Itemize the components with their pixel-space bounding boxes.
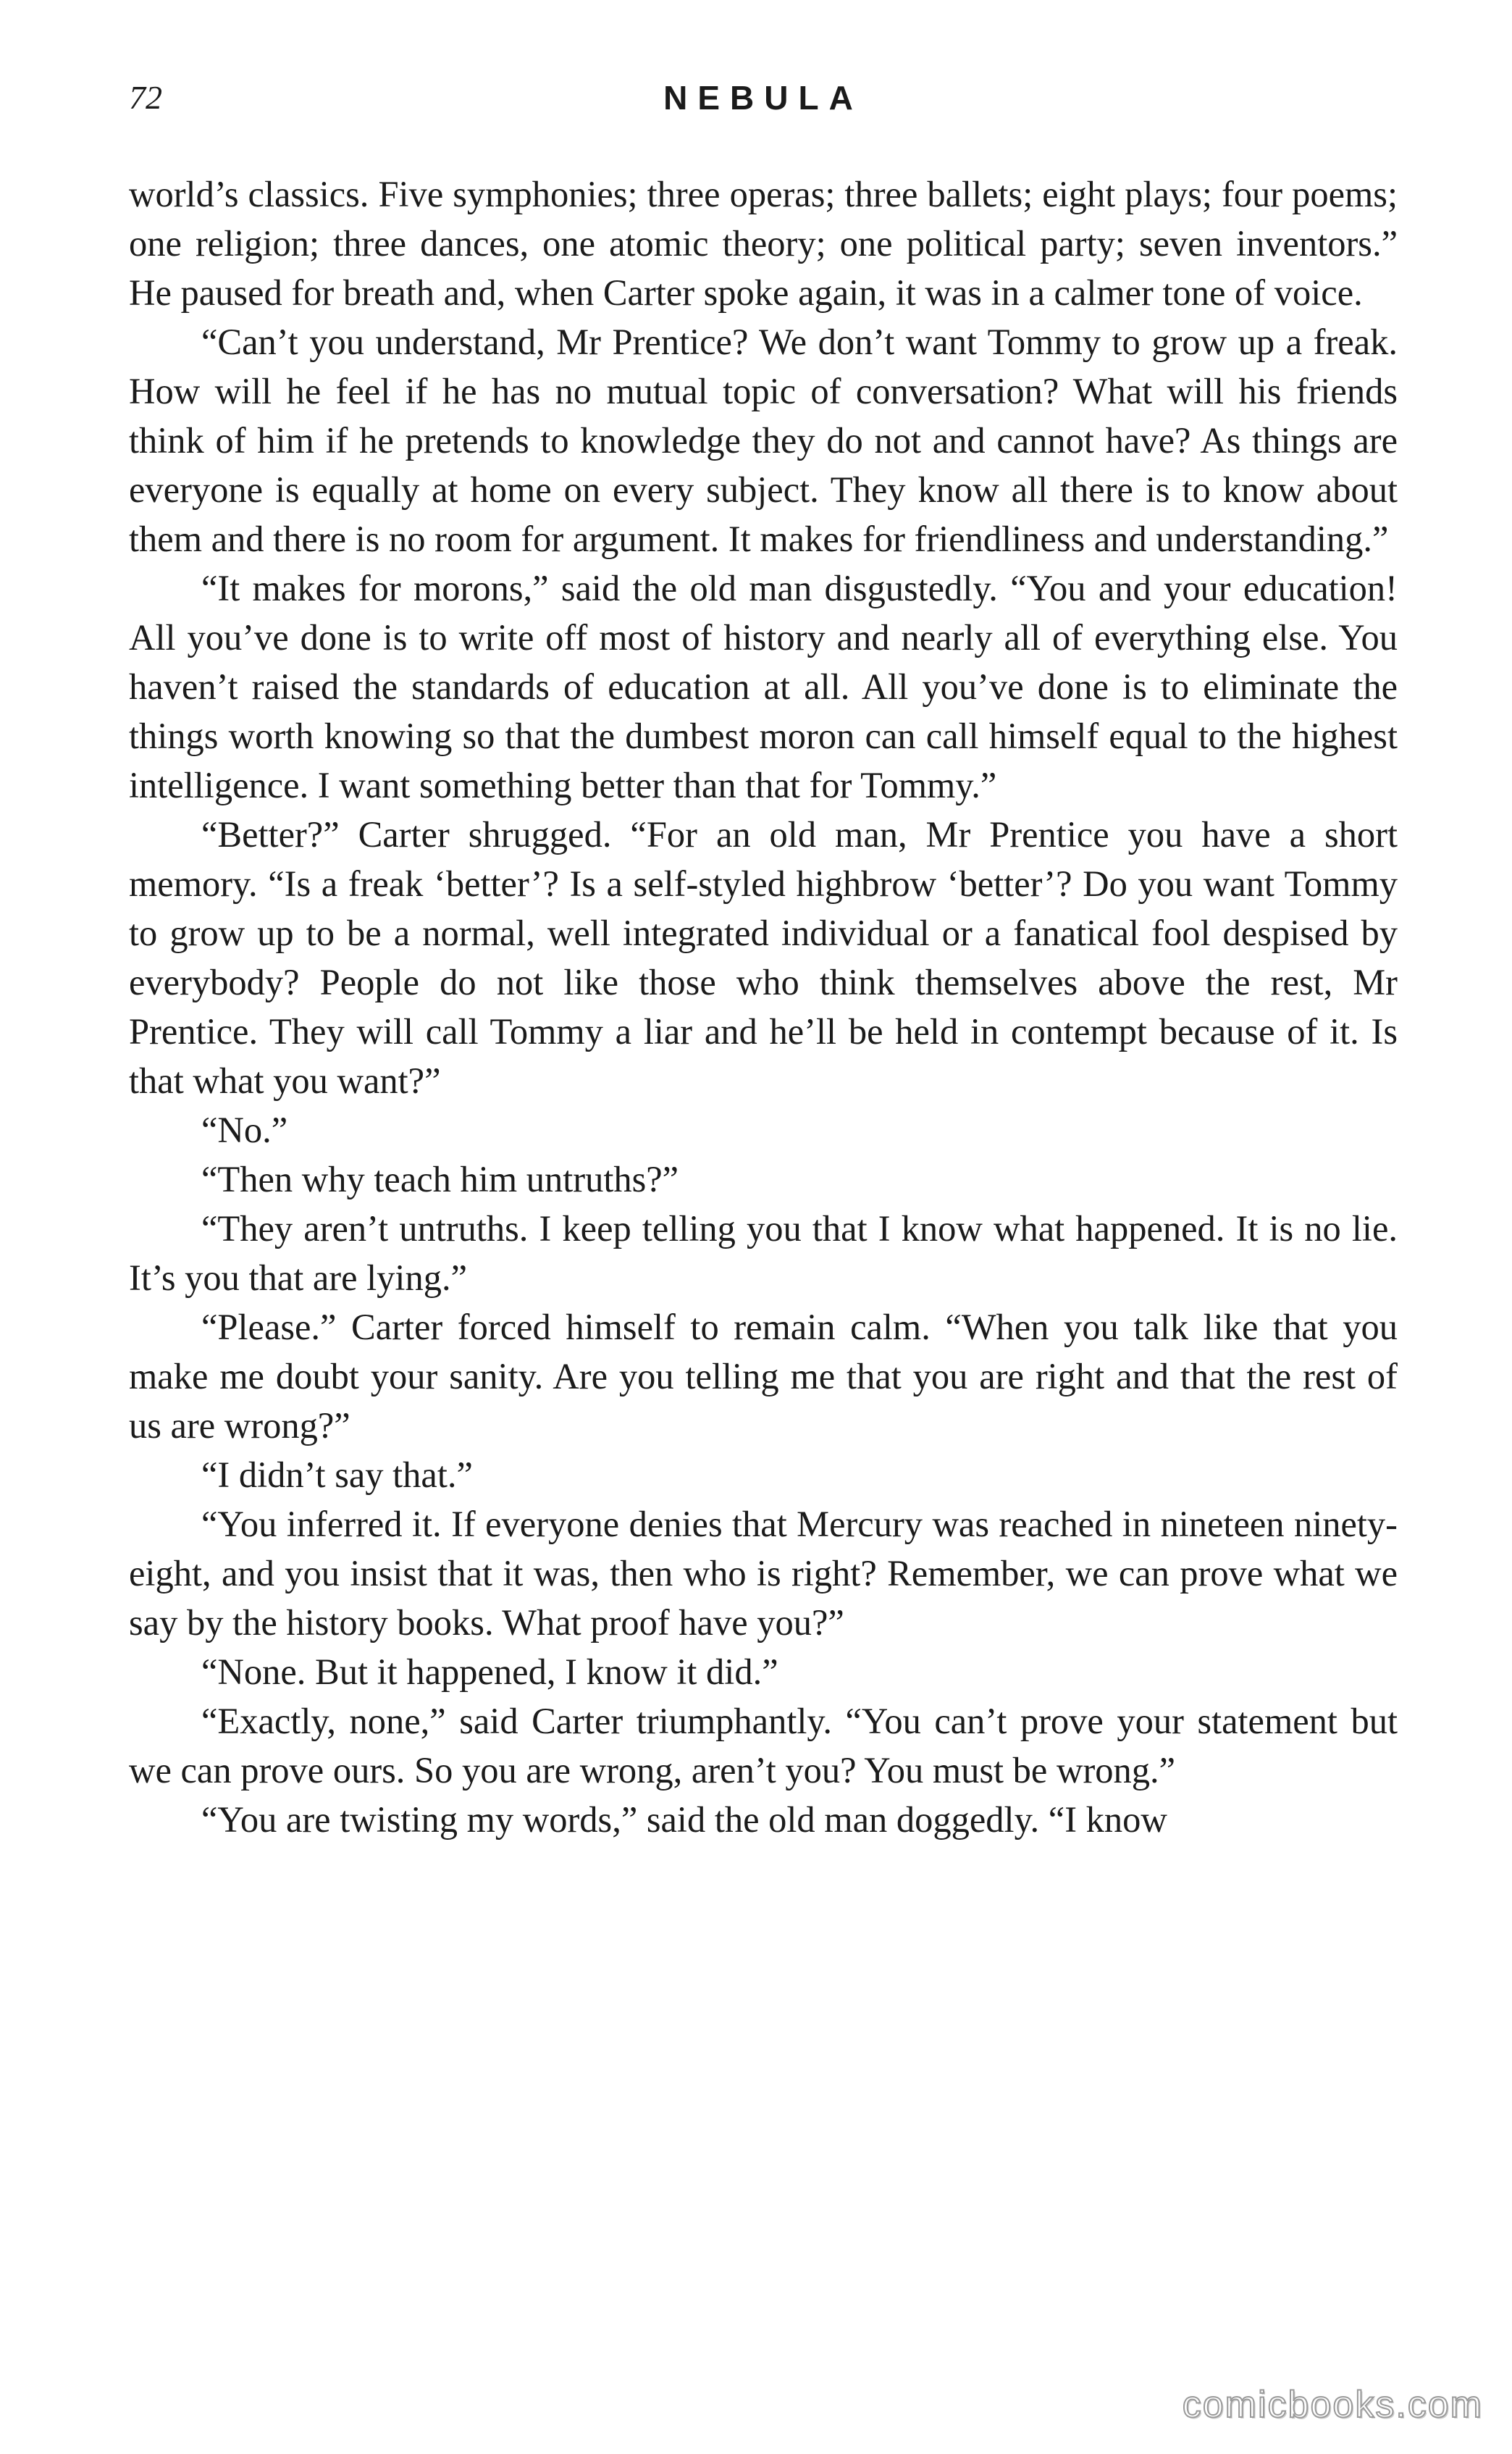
paragraph: “Can’t you understand, Mr Prentice? We don’t want Tommy to grow up a freak. How will he feel if he has no mutual topic of conversation? What will his friends think of him if he pretends to knowledge they do not and cannot have? As things are everyone is equally at home on every subject. They know all there is to know about them and there is no room for argument. It makes for friendliness and understanding.” <box>129 322 1398 559</box>
paragraph: “No.” <box>201 1110 288 1150</box>
paragraph: “You are twisting my words,” said the old man doggedly. “I know <box>201 1799 1167 1840</box>
paragraph: “I didn’t say that.” <box>201 1454 473 1495</box>
paragraph: “None. But it happened, I know it did.” <box>201 1651 778 1692</box>
paragraph: world’s classics. Five symphonies; three operas; three ballets; eight plays; four poems; one religion; three dances, one atomic theory; one political party; seven inventors.” He paused for breath and, when Carter spoke again, it was in a calmer tone of voice. <box>129 174 1398 313</box>
body-text <box>129 169 1398 1844</box>
page-header <box>129 72 1398 123</box>
paragraph: “It makes for morons,” said the old man disgustedly. “You and your education! All you’ve done is to write off most of history and nearly all of everything else. You haven’t raised the standards of education at all. All you’ve done is to eliminate the things worth knowing so that the dumbest moron can call himself equal to the highest intelligence. I want something better than that for Tommy.” <box>129 568 1398 805</box>
paragraph: “Please.” Carter forced himself to remain calm. “When you talk like that you make me doubt your sanity. Are you telling me that you are right and that the rest of us are wrong?” <box>129 1307 1398 1446</box>
paragraph: “Then why teach him untruths?” <box>201 1159 679 1199</box>
page-number: 72 <box>129 79 162 116</box>
watermark: comicbooks.com <box>1182 2384 1483 2426</box>
paragraph: “Exactly, none,” said Carter triumphantly. “You can’t prove your statement but we can prove ours. So you are wrong, aren’t you? You must be wrong.” <box>129 1701 1398 1791</box>
paragraph: “You inferred it. If everyone denies that Mercury was reached in nineteen ninety-eight, and you insist that it was, then who is right? Remember, we can prove what we say by the history books. What proof have you?” <box>129 1504 1398 1643</box>
paragraph: “Better?” Carter shrugged. “For an old man, Mr Prentice you have a short memory. “Is a freak ‘better’? Is a self-styled highbrow ‘better’? Do you want Tommy to grow up to be a normal, well integrated individual or a fanatical fool despised by everybody? People do not like those who think themselves above the rest, Mr Prentice. They will call Tommy a liar and he’ll be held in contempt because of it. Is that what you want?” <box>129 814 1398 1101</box>
paragraph: “They aren’t untruths. I keep telling you that I know what happened. It is no lie. It’s you that are lying.” <box>129 1208 1398 1298</box>
running-head: NEBULA <box>663 79 863 117</box>
